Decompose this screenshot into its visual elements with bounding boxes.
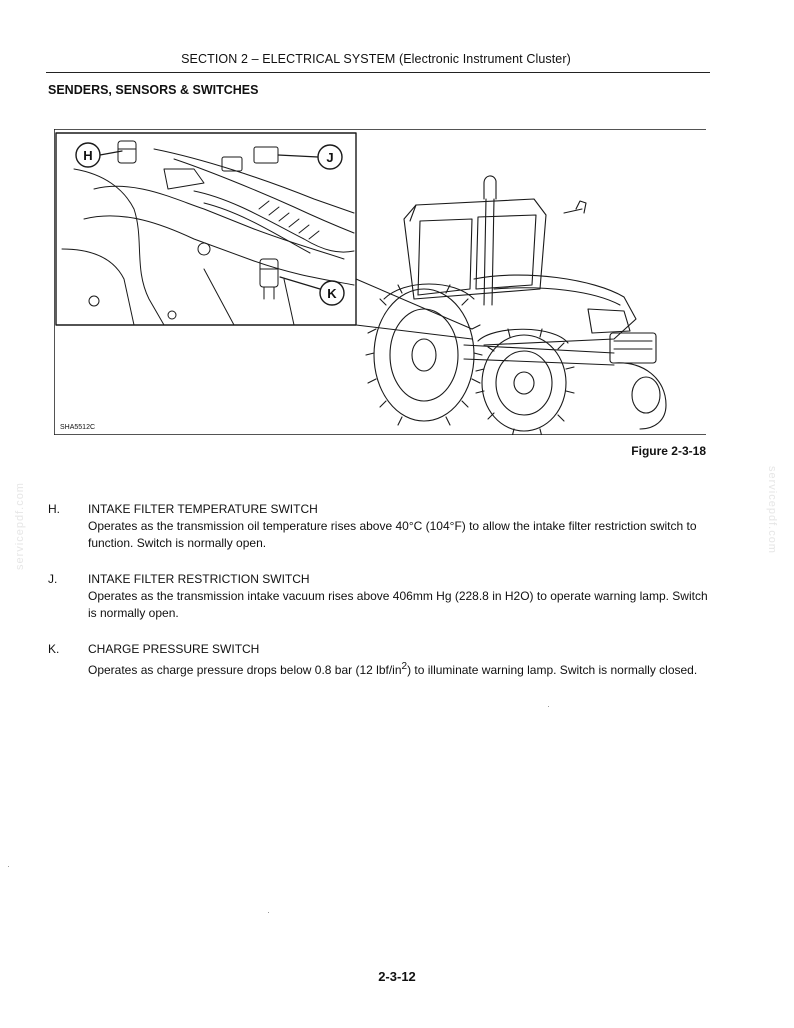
figure-caption: Figure 2-3-18 bbox=[631, 444, 706, 458]
item-description: Operates as the transmission oil temperature rises above 40°C (104°F) to allow the intake filter restriction switch to function. Switch is normally open. bbox=[88, 519, 697, 550]
callout-k-label: K bbox=[327, 286, 337, 301]
leader-line-upper bbox=[356, 279, 472, 329]
section-title: SENDERS, SENSORS & SWITCHES bbox=[48, 83, 259, 97]
callout-j-label: J bbox=[326, 150, 334, 165]
item-letter: J. bbox=[48, 572, 58, 586]
leader-line-lower bbox=[356, 325, 472, 339]
superscript: 2 bbox=[401, 661, 408, 672]
scan-speck bbox=[548, 706, 549, 707]
item-letter: H. bbox=[48, 502, 60, 516]
page-number: 2-3-12 bbox=[378, 969, 416, 984]
list-item-j bbox=[48, 571, 708, 622]
watermark-right: servicepdf.com bbox=[766, 466, 778, 554]
component-list bbox=[48, 501, 708, 698]
item-title: INTAKE FILTER RESTRICTION SWITCH bbox=[88, 572, 310, 586]
figure-2-3-18 bbox=[54, 129, 706, 435]
item-title: INTAKE FILTER TEMPERATURE SWITCH bbox=[88, 502, 318, 516]
list-item-h bbox=[48, 501, 708, 552]
scan-speck bbox=[8, 866, 9, 867]
callout-j bbox=[278, 145, 342, 169]
callout-h-label: H bbox=[83, 148, 93, 163]
callout-h bbox=[76, 143, 122, 167]
item-description bbox=[88, 658, 708, 679]
tractor-illustration bbox=[54, 129, 706, 435]
scan-speck bbox=[268, 912, 269, 913]
callout-k bbox=[280, 277, 344, 305]
header-rule bbox=[46, 72, 710, 73]
tractor-drawing bbox=[366, 176, 666, 435]
inset-detail-drawing bbox=[62, 141, 354, 325]
item-title: CHARGE PRESSURE SWITCH bbox=[88, 642, 260, 656]
item-description: Operates as the transmission intake vacuum rises above 406mm Hg (228.8 in H2O) to operate warning lamp. Switch is normally open. bbox=[88, 589, 708, 620]
item-description-part: ) to illuminate warning lamp. Switch is normally closed. bbox=[407, 663, 698, 677]
running-header: SECTION 2 – ELECTRICAL SYSTEM (Electronic Instrument Cluster) bbox=[181, 52, 571, 66]
figure-image-id: SHA5512C bbox=[60, 424, 96, 431]
watermark-left: servicepdf.com bbox=[14, 482, 26, 570]
list-item-k bbox=[48, 641, 708, 679]
item-letter: K. bbox=[48, 642, 60, 656]
item-description-part: Operates as charge pressure drops below 0.8 bar (12 lbf/in bbox=[88, 663, 402, 677]
